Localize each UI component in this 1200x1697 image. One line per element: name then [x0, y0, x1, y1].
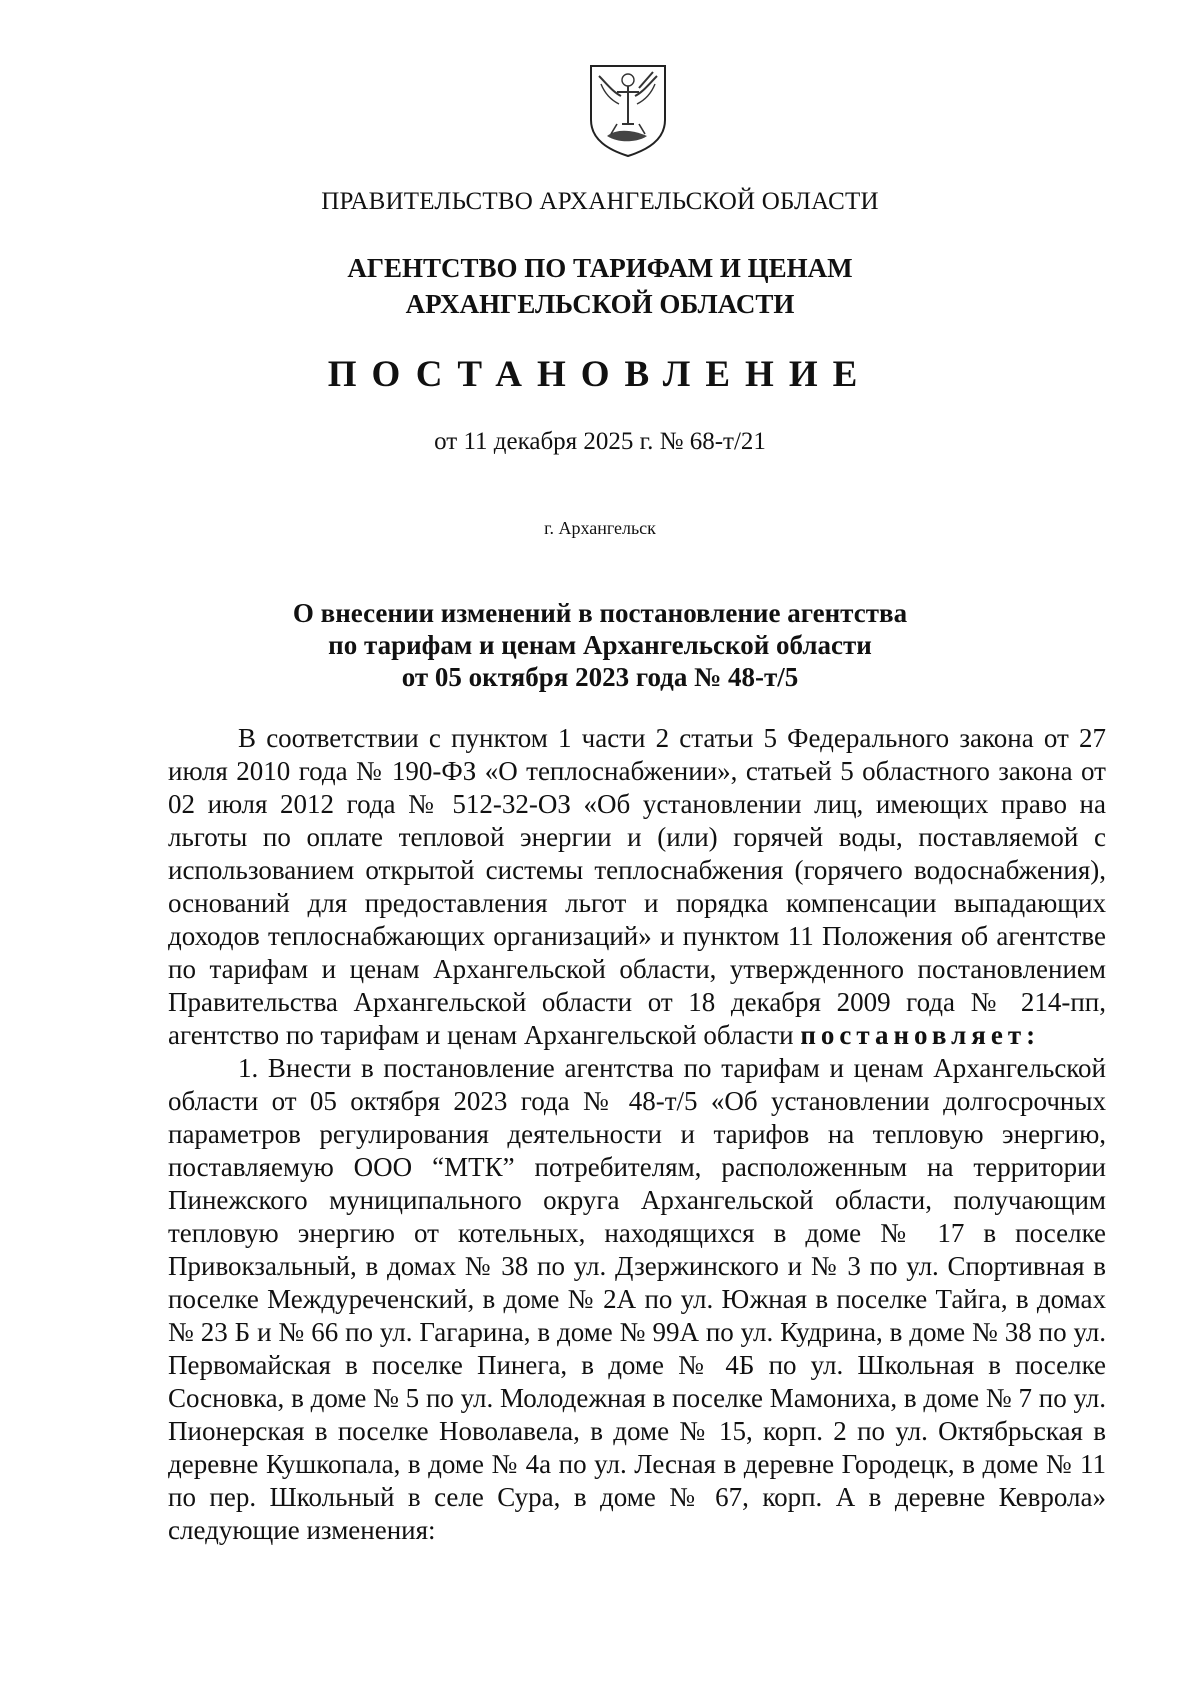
government-name: ПРАВИТЕЛЬСТВО АРХАНГЕЛЬСКОЙ ОБЛАСТИ [321, 188, 879, 215]
preamble-text: В соответствии с пунктом 1 части 2 статьи 5 Федерального закона от 27 июля 2010 года № 190-ФЗ «О теплоснабжении», статьей 5 областного закона от 02 июля 2012 года № 512-32-ОЗ «Об установлении лиц, имеющих право на льготы по оплате тепловой энергии и (или) горячей воды, поставляемой с использованием открытой системы теплоснабжения (горячего водоснабжения), оснований для предоставления льгот и порядка компенсации выпадающих доходов теплоснабжающих организаций» и пунктом 11 Положения об агентстве по тарифам и ценам Архангельской области, утвержденного постановлением Правительства Архангельской области от 18 декабря 2009 года № 214-пп, агентство по тарифам и ценам Архангельской области [168, 723, 1106, 1050]
document-type-title: ПОСТАНОВЛЕНИЕ [327, 354, 873, 395]
agency-name-line-2: АРХАНГЕЛЬСКОЙ ОБЛАСТИ [405, 289, 795, 319]
resolves-colon: : [1026, 1020, 1041, 1050]
document-city: г. Архангельск [544, 518, 656, 538]
coat-of-arms-icon [587, 62, 669, 158]
subject-line-2: по тарифам и ценам Архангельской области [328, 630, 872, 660]
subject-line-1: О внесении изменений в постановление агентства [292, 598, 908, 628]
agency-name-line-1: АГЕНТСТВО ПО ТАРИФАМ И ЦЕНАМ [347, 253, 853, 283]
agency-name [0, 250, 1200, 322]
resolves-word: постановляет [800, 1020, 1027, 1050]
item-1-paragraph: 1. Внести в постановление агентства по тарифам и ценам Архангельской области от 05 октября 2023 года № 48-т/5 «Об установлении долгосрочных параметров регулирования деятельности и тарифов на тепловую энергию, поставляемую ООО “МТК” потребителям, расположенным на территории Пинежского муниципального округа Архангельской области, получающим тепловую энергию от котельных, находящихся в доме № 17 в поселке Привокзальный, в домах № 38 по ул. Дзержинского и № 3 по ул. Спортивная в поселке Междуреченский, в доме № 2А по ул. Южная в поселке Тайга, в домах № 23 Б и № 66 по ул. Гагарина, в доме № 99А по ул. Кудрина, в доме № 38 по ул. Первомайская в поселке Пинега, в доме № 4Б по ул. Школьная в поселке Сосновка, в доме № 5 по ул. Молодежная в поселке Мамониха, в доме № 7 по ул. Пионерская в поселке Новолавела, в доме № 15, корп. 2 по ул. Октябрьская в деревне Кушкопала, в доме № 4а по ул. Лесная в деревне Городецк, в доме № 11 по пер. Школьный в селе Сура, в доме № 67, корп. А в деревне Кеврола» следующие изменения: [168, 1053, 1106, 1545]
subject-line-3: от 05 октября 2023 года № 48-т/5 [401, 662, 799, 692]
document-date-number: от 11 декабря 2025 г. № 68-т/21 [434, 428, 766, 455]
document-subject [0, 597, 1200, 693]
preamble-paragraph [168, 722, 1106, 1052]
document-body [168, 722, 1106, 1547]
